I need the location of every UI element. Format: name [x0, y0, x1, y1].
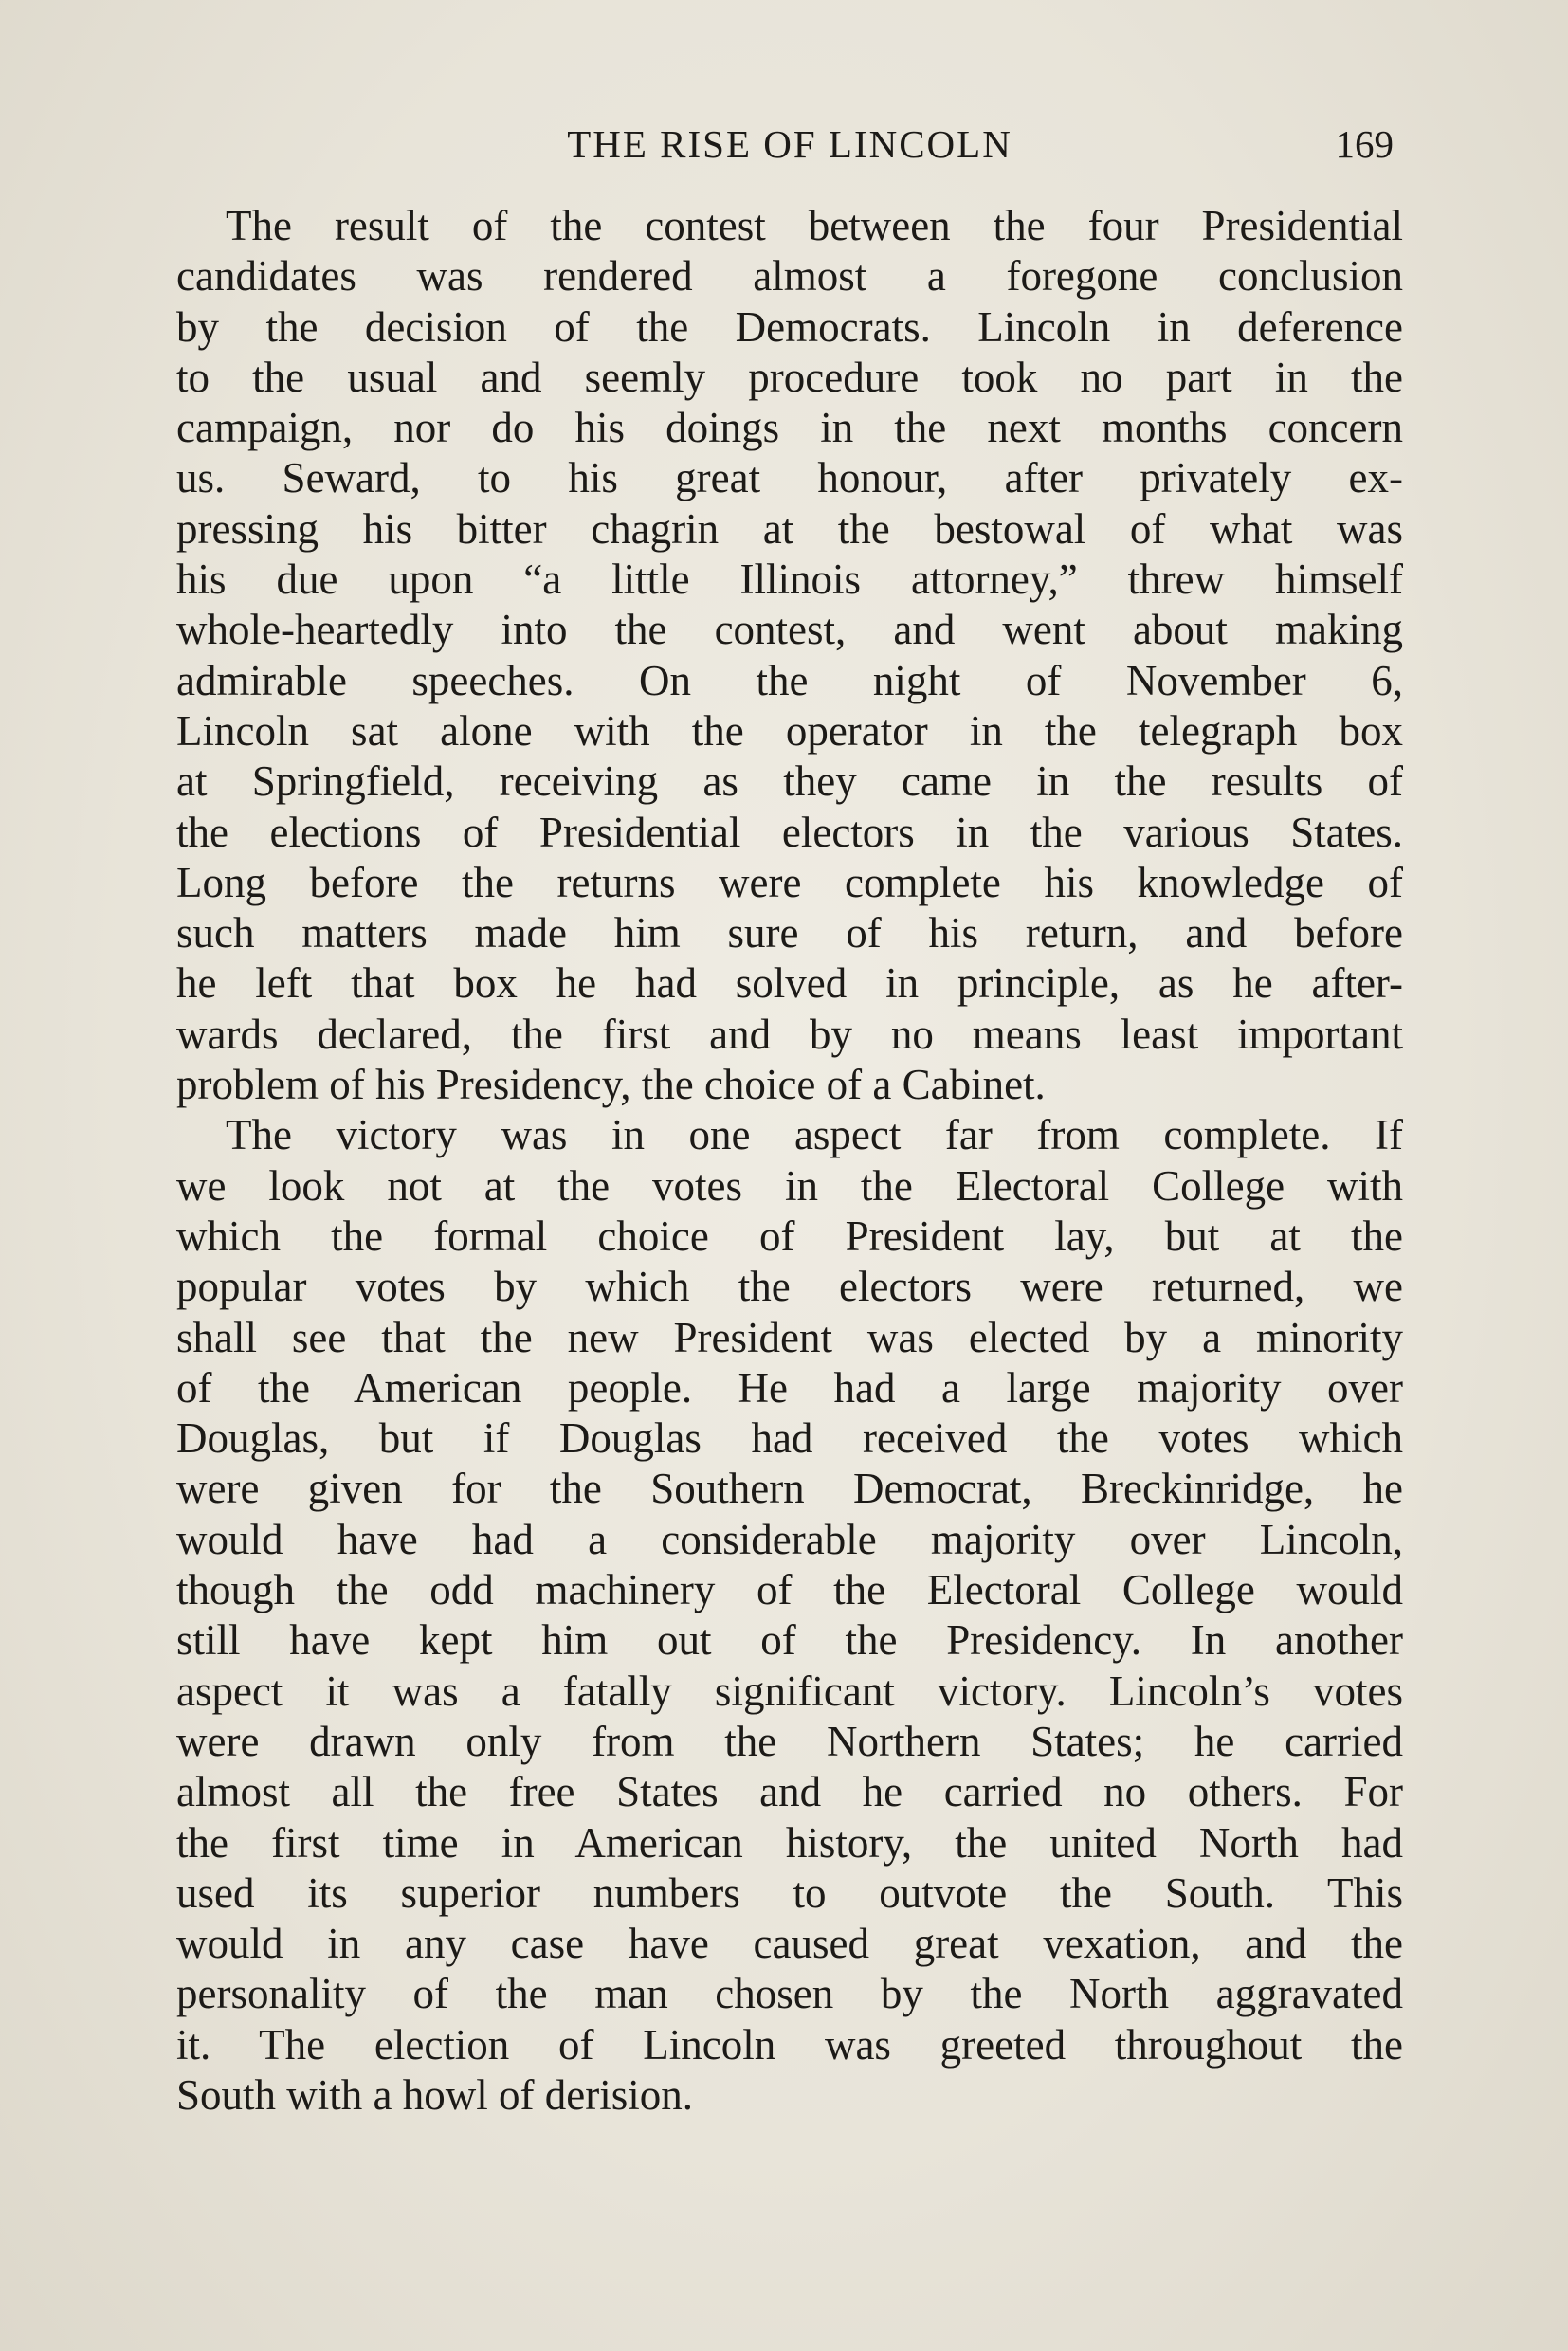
text-line: we look not at the votes in the Electoral College with — [176, 1161, 1403, 1210]
text-line: to the usual and seemly procedure took no part in the — [176, 353, 1403, 401]
text-line: The result of the contest between the four Presidential — [226, 202, 1403, 249]
text-line: were drawn only from the Northern States; he carried — [176, 1717, 1403, 1765]
running-title: THE RISE OF LINCOLN — [567, 122, 1012, 166]
text-line: at Springfield, receiving as they came in the results of — [176, 757, 1403, 806]
text-line: such matters made him sure of his return, and before — [176, 909, 1403, 957]
text-line: shall see that the new President was elected by a minority — [176, 1313, 1403, 1361]
text-line: were given for the Southern Democrat, Breckinridge, he — [176, 1465, 1403, 1513]
text-line: the first time in American history, the united North had — [176, 1818, 1403, 1867]
paragraph — [176, 201, 1403, 1110]
text-line: he left that box he had solved in principle, as he after- — [176, 959, 1403, 1008]
text-line: admirable speeches. On the night of November 6, — [176, 656, 1403, 704]
text-line: problem of his Presidency, the choice of a Cabinet. — [176, 1061, 1046, 1109]
text-line: whole-heartedly into the contest, and went about making — [176, 606, 1403, 654]
text-line: Douglas, but if Douglas had received the votes which — [176, 1414, 1403, 1463]
text-line: it. The election of Lincoln was greeted throughout the — [176, 2020, 1403, 2069]
running-head — [176, 116, 1403, 173]
text-line: popular votes by which the electors were returned, we — [176, 1263, 1403, 1311]
text-line: would have had a considerable majority over Lincoln, — [176, 1515, 1403, 1563]
text-line: the elections of Presidential electors in the various States. — [176, 808, 1403, 856]
text-line: candidates was rendered almost a foregone conclusion — [176, 252, 1403, 301]
text-line: South with a howl of derision. — [176, 2070, 693, 2119]
text-line: campaign, nor do his doings in the next months concern — [176, 404, 1403, 452]
text-line: though the odd machinery of the Electoral College would — [176, 1566, 1403, 1614]
paragraph — [176, 1110, 1403, 2121]
text-line: almost all the free States and he carried no others. For — [176, 1768, 1403, 1816]
text-line: still have kept him out of the Presidency. In another — [176, 1616, 1403, 1665]
text-line: personality of the man chosen by the North aggravated — [176, 1970, 1403, 2018]
text-line: Lincoln sat alone with the operator in the telegraph box — [176, 706, 1403, 755]
text-line: used its superior numbers to outvote the South. This — [176, 1868, 1403, 1917]
text-line: pressing his bitter chagrin at the bestowal of what was — [176, 504, 1403, 553]
text-line: which the formal choice of President lay, but at the — [176, 1212, 1403, 1260]
page-number: 169 — [1335, 122, 1394, 166]
text-line: us. Seward, to his great honour, after privately ex- — [176, 454, 1403, 502]
text-line: wards declared, the first and by no means least important — [176, 1010, 1403, 1058]
body-text — [176, 201, 1403, 2121]
text-line: would in any case have caused great vexation, and the — [176, 1920, 1403, 1968]
text-line: The victory was in one aspect far from complete. If — [226, 1111, 1403, 1159]
text-line: Long before the returns were complete his knowledge of — [176, 858, 1403, 906]
text-line: aspect it was a fatally significant victory. Lincoln’s votes — [176, 1667, 1403, 1715]
text-line: by the decision of the Democrats. Lincoln in deference — [176, 302, 1403, 351]
text-line: his due upon “a little Illinois attorney,” threw himself — [176, 556, 1403, 604]
text-line: of the American people. He had a large majority over — [176, 1363, 1403, 1412]
